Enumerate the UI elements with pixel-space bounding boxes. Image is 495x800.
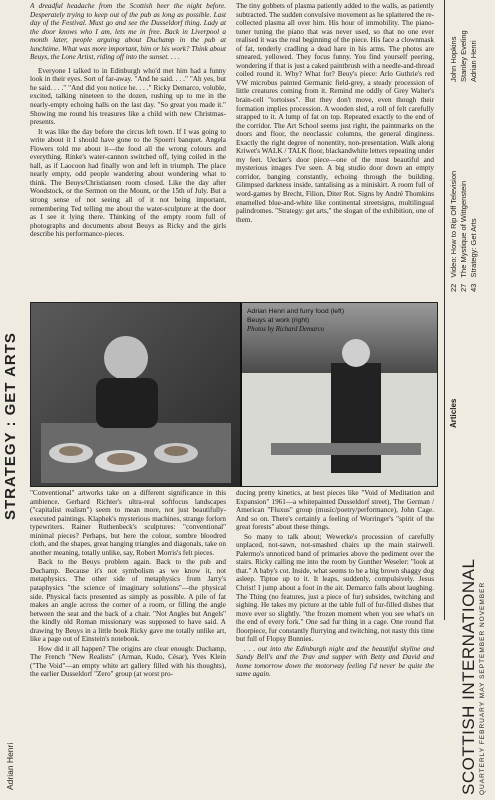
articles-divider: [444, 0, 445, 620]
paragraph: It was like the day before the circus left town. If I was going to write about it I should have gone to the Spoerri banquet. Angela Flowers told me about it—the food all the wrong colours and everything. Rinke's water-cannon switched off, lying coiled in the hall, as if Laocoon had finally won and left in triumph. The place nearly empty, odd people wandering about wondering what to think. The Beuys/Christiansen room closed. Like the day after Woodstock, or the Sermon on the Mount, or the 15th of July. But a strong sense of not seeing all of it not being important, remembering Ted telling me about the water-sculpture at the door as I see it lying there. Thinking of the empty room full of photographs and documents about Beuys as Ricky and the girls describe his performance-pieces.: [30, 127, 226, 239]
column-1-bottom: [30, 489, 226, 799]
photo-caption: [247, 307, 344, 334]
paragraph: Everyone I talked to in Edinburgh who'd met him had a funny look in their eyes. Sort of far-away. "And he said. . . ." "Ah yes, but he said. . . ." "And did you notice he. . . ." Ricky Demarco, voluble, excited, talking nineteen to the dozen, rushing up to me in the nearly-empty echoing halls on the last day. "So great you made it." Showing me round his treasures like a child with new Christmas-presents.: [30, 66, 226, 127]
article-page: 22: [449, 283, 458, 292]
paragraph: "Conventional" artworks take on a different significance in this ambience. Gerhard Richter's ultra-real softfocus landscapes ("capitalist realism") seem to mean more, not just beautifully-executed paintings. Klaphek's mysterious machines, strange forlorn typewriters. Rainer Ruthenbeck's sculptures: "conventional" minimal pieces? Perhaps, but here the colour, sombre bloodred cloth, and the shapes, great hanging triangles and diagonals, take on another meaning, totally unlike, say, Robert Morris's felt pieces.: [30, 489, 226, 557]
caption-line-1: Adrian Henri and furry food (left): [247, 308, 345, 315]
paragraph: Back to the Beuys problem again. Back to the pub and Duchamp. Because it's not symbolism as we know it, not metaphysics. The other side of metaphysics from Jarry's pataphysics "the science of imaginary solutions"—the physical side. Physical facts presented as simply as possible. A pile of fat makes an angle across the corner of a room, or filling the angle between the seat and the back of a chair. "Not Angles but Angels" the kindly old Roman missionary was supposed to have said. A drawing by Beuys in a little book Ricky gave me totally unlike art, like a page out of Einstein's notebook.: [30, 558, 226, 644]
caption-credit: Photos by Richard Demarco: [247, 326, 325, 333]
article-title: The Mystique of Wittgenstein: [459, 180, 468, 278]
article-author: Stanley Eveling: [459, 30, 468, 82]
caption-line-2: Beuys at work (right): [247, 317, 310, 324]
article-title-vertical: STRATEGY : GET ARTS: [2, 332, 19, 520]
author-vertical: Adrian Henri: [5, 742, 15, 790]
articles-heading: Articles: [449, 398, 458, 428]
column-1-top: [30, 2, 226, 300]
paragraph: The tiny gobbets of plasma patiently added to the walls, as patiently subtracted. The sudden convulsive movement as he splattered the re-collected plasma all over him. His hour of immobility. The piano-tuner tuning the piano that was never used, so that no one ever realised it was the real beginning of the piece. His face a clownmask of fat, tenderly cradling a dead hare in his arms. The photos are smeared, yellowed. They focus funny. You find yourself peering, wondering if that is just a caked paintbrush with a needle-and-thread coiled round it. Why? What for? Beuy's piece: Arlo Guthrie's red VW microbus painted Germanic field-grey, a steady procession of little creatures coming from it. Remind me oddly of Grey Walter's brain-cell "tortoises". But they don't move, even though their formation implies procession. A wooden sled, a roll of felt carefully strapped to it. A lump of fat on top. Repeated exactly to the end of the corridor. The Art School seems just right, the paintmarks on the doors and floor, the neoclassic columns, the general dinginess. Exactly the right degree of nonentity, non-presentation. Walk along Kriwet's WALK / TALK floor, blackandwhite letters repeating under my feet. Uecker's door piece—one of the most beautiful and mysterious images I've seen. A big studio door down an empty corridor, banging constantly, echoing through the building. Glimpsed darkness inside, tantalising as a miniskirt. A room full of word-games by Brecht, Filion, Diter Rot. Signs by André Thomkins enamelled blue-and-white like continental streetsigns, multilingual palindromes. "Strategy: get arts," the slogan of the exhibition, one of them.: [236, 2, 434, 224]
paragraph: ducing pretty kinetics, at best pieces like "Void of Meditation and Expansion" 1961—a whitepainted Dusseldorf street), The German / American "Fluxus" group (music/poetry/performance), John Cage. And so on. There's certainly a feeling of Worringer's "spirit of the great forests" about these things.: [236, 489, 434, 532]
magazine-name-vertical: SCOTTISH INTERNATIONAL: [459, 558, 478, 795]
article-page: 27: [459, 283, 468, 292]
article-title: Strategy: Get Arts: [469, 218, 478, 278]
article-title: Video: How to Rip Off Television: [449, 170, 458, 278]
article-author: Adrian Henri: [469, 40, 478, 82]
paragraph: . . . out into the Edinburgh night and the beautiful skyline and Sandy Bell's and the Trav and supper with Betty and David and home tomorrow down the motorway feeling I'd never be quite the same again.: [236, 644, 434, 679]
photo-panel: [30, 302, 438, 487]
photo-image: [31, 303, 437, 486]
paragraph: How did it all happen? The origins are clear enough: Duchamp, The French "New Realists" (Arman, Kudo, César), Yves Klein ("The Void"—an empty white art gallery filled with his thoughts), the earlier Dusseldorf "Zero" group (at worst pro-: [30, 644, 226, 679]
issue-line-vertical: QUARTERLY FEBRUARY MAY SEPTEMBER NOVEMBER: [479, 581, 486, 795]
articles-authors: [449, 0, 479, 82]
column-2-bottom: [236, 489, 434, 799]
intro-paragraph: A dreadful headache from the Scottish beer the night before. Desperately trying to keep out of the pub as long as possible. Last day of the Festival. Must go and see the Dusseldorf thing. Lady at the door knows who I am, lets me in free. Back in Liverpool a month later, people arguing about Duchamp in the pub at lunchtime. What was more important, him or his work? Think about Beuys, the Lone Artist, riding off into the sunset. . . .: [30, 2, 226, 62]
column-2-top: [236, 2, 434, 300]
paragraph: So many to talk about; Wewerke's procession of carefully unplaced, not-sawn, not-smashed chairs up the main stairwell. Palermo's unnoticed band of primaries above the pediment over the stairs. Ricky calling me into the room by Gunther Weseler: "look at that." A baby's cot. Inside, what seems to be a big brown shaggy dog asleep. Tiptoe up to it. It leaps, suddenly, compulsively. Jesus Christ! I jump about a foot in the air. Demarco falls about laughing. The Thing (no features, just a piece of fur) subsides, twitching and sighing. He takes my picture at the table full of fur-filled dishes that move ever so slightly. "the frozen moment when you see what's on the end of every fork." One sad fur thing in a cage. One round flat floorpiece, fur constantly flurrying and twitching, not nasty this time but full of Flopsy Bunnies.: [236, 532, 434, 644]
article-page: 43: [469, 283, 478, 292]
article-author: John Hopkins: [449, 36, 458, 82]
